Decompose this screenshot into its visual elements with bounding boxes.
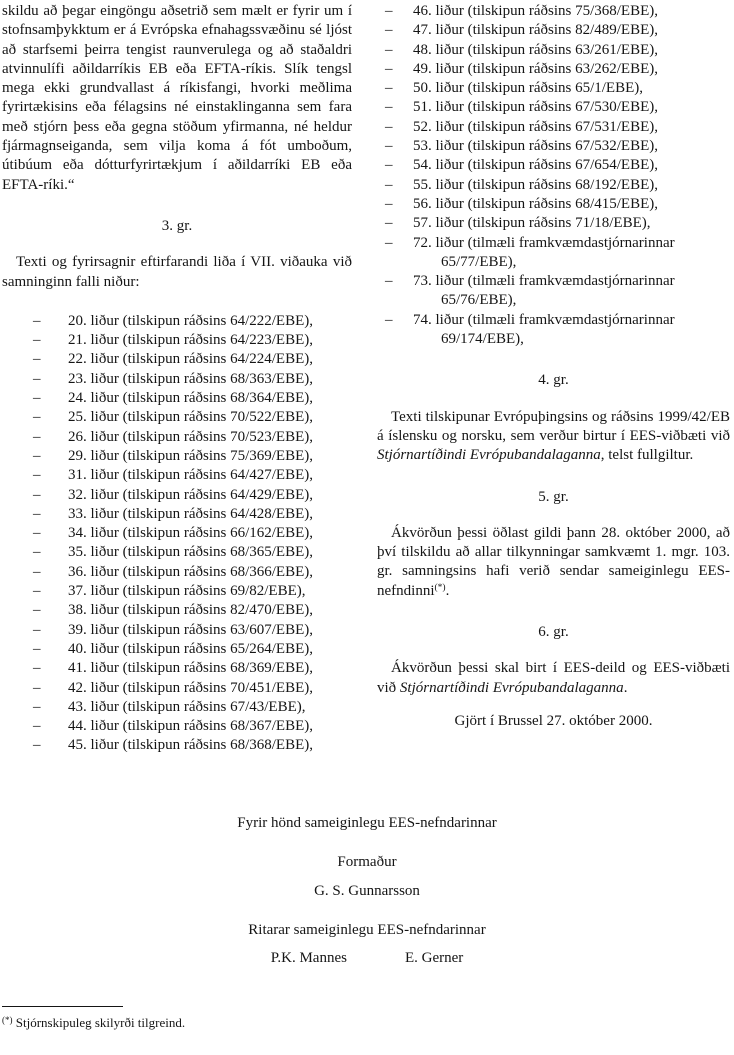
list-item: [2, 466, 352, 485]
list-item: [377, 2, 730, 21]
dash-marker: –: [33, 621, 41, 638]
footnote: [2, 1006, 185, 1031]
article-6-heading: 6. gr.: [538, 624, 569, 641]
list-item: [2, 524, 352, 543]
list-item: [2, 582, 352, 601]
dash-marker: –: [33, 660, 41, 677]
list-item: [2, 659, 352, 678]
intro-paragraph: skildu að þegar eingöngu aðsetrið sem mælt er fyrir um í stofnsamþykktum er á Evrópska efnahagssvæðinu sé ljóst að starfsemi þeirra tengist raunverulega og að staðaldri atvinnulífi aðildarríkis EB eða EFTA-ríkis. Slík tengsl mega ekki grundvallast á ríkisfangi, hvorki meðlima fyrirtækisins eða félagsins né einstaklinganna sem fara með stjórn þess eða gegna stöðum yfirmanna, né heldur fjármagnseiganda, sem vilja koma á fót umboðum, útibúum eða dótturfyrirtækjum í aðildarríki EB eða EFTA-ríki.“: [2, 3, 352, 193]
list-item: [377, 137, 730, 156]
chairman-name: G. S. Gunnarsson: [314, 883, 420, 900]
directive-list-right: [377, 2, 730, 349]
two-column-body: [0, 2, 734, 756]
list-item-text: 45. liður (tilskipun ráðsins 68/368/EBE),: [68, 737, 313, 754]
footnote-text: Stjórnskipuleg skilyrði tilgreind.: [15, 1015, 186, 1030]
list-item-text: 49. liður (tilskipun ráðsins 63/262/EBE),: [413, 60, 658, 77]
list-item-text: 22. liður (tilskipun ráðsins 64/224/EBE),: [68, 351, 313, 368]
list-item-text: 57. liður (tilskipun ráðsins 71/18/EBE),: [413, 215, 651, 232]
list-item: [2, 640, 352, 659]
dash-marker: –: [385, 41, 393, 58]
article-3-intro: Texti og fyrirsagnir eftirfarandi liða í VII. viðauka við samninginn falli niður:: [2, 254, 352, 290]
list-item: [377, 21, 730, 40]
dash-marker: –: [385, 138, 393, 155]
article-5-text-after: .: [445, 582, 450, 599]
list-item-text: 34. liður (tilskipun ráðsins 66/162/EBE),: [68, 525, 313, 542]
list-item: [377, 98, 730, 117]
list-item-text: 38. liður (tilskipun ráðsins 82/470/EBE),: [68, 602, 313, 619]
list-item-text: 73. liður (tilmæli framkvæmdastjórnarinnar 65/76/EBE),: [413, 273, 675, 309]
dash-marker: –: [33, 563, 41, 580]
dash-marker: –: [33, 679, 41, 696]
dash-marker: –: [33, 505, 41, 522]
list-item: [2, 312, 352, 331]
dash-marker: –: [385, 215, 393, 232]
list-item-text: 29. liður (tilskipun ráðsins 75/369/EBE),: [68, 447, 313, 464]
list-item-text: 20. liður (tilskipun ráðsins 64/222/EBE),: [68, 312, 313, 329]
list-item-text: 40. liður (tilskipun ráðsins 65/264/EBE),: [68, 640, 313, 657]
directive-list-left: [2, 312, 352, 756]
article-4-paragraph: [377, 408, 730, 466]
article-5-heading: 5. gr.: [538, 488, 569, 505]
article-4-text-before: Texti tilskipunar Evrópuþingsins og ráðsins 1999/42/EB á íslensku og norsku, sem verður birtur í EES-viðbæti við: [377, 408, 730, 444]
dash-marker: –: [33, 409, 41, 426]
list-item: [2, 679, 352, 698]
article-3-heading: 3. gr.: [161, 217, 193, 234]
list-item: [2, 408, 352, 427]
dash-marker: –: [33, 602, 41, 619]
left-column: [2, 2, 352, 756]
dash-marker: –: [33, 390, 41, 407]
list-item: [377, 311, 730, 350]
article-6-journal-title: Stjórnartíðindi Evrópubandalaganna: [399, 679, 624, 696]
dash-marker: –: [385, 80, 393, 97]
list-item-text: 37. liður (tilskipun ráðsins 69/82/EBE),: [68, 583, 306, 600]
signature-block: [0, 814, 734, 968]
list-item-text: 74. liður (tilmæli framkvæmdastjórnarinnar 69/174/EBE),: [413, 311, 675, 348]
list-item: [2, 543, 352, 562]
dash-marker: –: [385, 195, 393, 212]
dash-marker: –: [385, 273, 393, 290]
dash-marker: –: [385, 118, 393, 135]
dash-marker: –: [33, 737, 41, 754]
dash-marker: –: [33, 467, 41, 484]
chairman-title: Formaður: [337, 853, 397, 870]
list-item: [377, 41, 730, 60]
list-item-text: 41. liður (tilskipun ráðsins 68/369/EBE),: [68, 660, 313, 677]
article-6-text-before: Ákvörðun þessi skal birt í EES-deild og EES-viðbæti við: [377, 660, 730, 696]
list-item: [377, 118, 730, 137]
list-item-text: 56. liður (tilskipun ráðsins 68/415/EBE),: [413, 195, 658, 212]
dash-marker: –: [33, 447, 41, 464]
list-item: [2, 486, 352, 505]
list-item-text: 43. liður (tilskipun ráðsins 67/43/EBE),: [68, 698, 306, 715]
article-4-journal-title: Stjórnartíðindi Evrópubandalaganna: [377, 447, 601, 464]
list-item: [2, 350, 352, 369]
list-item-text: 46. liður (tilskipun ráðsins 75/368/EBE),: [413, 3, 658, 19]
dash-marker: –: [33, 698, 41, 715]
dash-marker: –: [33, 640, 41, 657]
list-item-text: 48. liður (tilskipun ráðsins 63/261/EBE),: [413, 41, 658, 58]
list-item: [2, 331, 352, 350]
list-item: [2, 621, 352, 640]
list-item: [2, 370, 352, 389]
dash-marker: –: [33, 428, 41, 445]
list-item: [2, 563, 352, 582]
list-item-text: 35. liður (tilskipun ráðsins 68/365/EBE),: [68, 544, 313, 561]
list-item-text: 24. liður (tilskipun ráðsins 68/364/EBE),: [68, 390, 313, 407]
list-item-text: 44. liður (tilskipun ráðsins 68/367/EBE),: [68, 718, 313, 735]
list-item: [377, 79, 730, 98]
dash-marker: –: [33, 351, 41, 368]
list-item: [2, 717, 352, 736]
list-item-text: 39. liður (tilskipun ráðsins 63/607/EBE),: [68, 621, 313, 638]
right-column: [377, 2, 730, 756]
list-item-text: 50. liður (tilskipun ráðsins 65/1/EBE),: [413, 80, 643, 97]
list-item: [377, 156, 730, 175]
dash-marker: –: [33, 370, 41, 387]
dateline: Gjört í Brussel 27. október 2000.: [454, 712, 653, 729]
dash-marker: –: [33, 312, 41, 329]
list-item-text: 47. liður (tilskipun ráðsins 82/489/EBE),: [413, 22, 658, 39]
list-item: [2, 389, 352, 408]
list-item: [377, 214, 730, 233]
article-4-text-after: , telst fullgiltur.: [600, 447, 694, 464]
article-6-text-after: .: [623, 679, 628, 696]
dash-marker: –: [33, 525, 41, 542]
secretary-names: [0, 949, 734, 968]
article-6-paragraph: [377, 659, 730, 698]
dash-marker: –: [385, 311, 393, 328]
list-item-text: 52. liður (tilskipun ráðsins 67/531/EBE),: [413, 118, 658, 135]
dash-marker: –: [385, 234, 393, 251]
list-item: [377, 234, 730, 273]
list-item-text: 72. liður (tilmæli framkvæmdastjórnarinnar 65/77/EBE),: [413, 234, 675, 270]
dash-marker: –: [33, 332, 41, 349]
list-item-text: 26. liður (tilskipun ráðsins 70/523/EBE),: [68, 428, 313, 445]
footnote-rule: [2, 1006, 123, 1007]
footnote-marker: (*): [2, 1015, 13, 1025]
list-item-text: 51. liður (tilskipun ráðsins 67/530/EBE),: [413, 99, 658, 116]
list-item-text: 54. liður (tilskipun ráðsins 67/654/EBE),: [413, 157, 658, 174]
dash-marker: –: [385, 3, 393, 19]
list-item: [2, 698, 352, 717]
list-item: [2, 447, 352, 466]
list-item-text: 55. liður (tilskipun ráðsins 68/192/EBE),: [413, 176, 658, 193]
signature-on-behalf: Fyrir hönd sameiginlegu EES-nefndarinnar: [237, 814, 497, 831]
list-item: [377, 60, 730, 79]
secretary-name-2: E. Gerner: [404, 949, 464, 966]
list-item: [377, 195, 730, 214]
footnote-reference: (*): [434, 582, 446, 593]
list-item-text: 25. liður (tilskipun ráðsins 70/522/EBE),: [68, 409, 313, 426]
list-item: [2, 505, 352, 524]
dash-marker: –: [33, 486, 41, 503]
dash-marker: –: [385, 22, 393, 39]
list-item-text: 36. liður (tilskipun ráðsins 68/366/EBE),: [68, 563, 313, 580]
list-item-text: 33. liður (tilskipun ráðsins 64/428/EBE),: [68, 505, 313, 522]
article-4-heading: 4. gr.: [538, 372, 569, 389]
dash-marker: –: [385, 60, 393, 77]
list-item-text: 42. liður (tilskipun ráðsins 70/451/EBE),: [68, 679, 313, 696]
list-item: [2, 736, 352, 755]
dash-marker: –: [33, 718, 41, 735]
dash-marker: –: [385, 157, 393, 174]
secretary-name-1: P.K. Mannes: [270, 949, 347, 966]
list-item: [2, 428, 352, 447]
list-item-text: 32. liður (tilskipun ráðsins 64/429/EBE),: [68, 486, 313, 503]
footnote-text-line: [2, 1012, 185, 1031]
dash-marker: –: [33, 583, 41, 600]
secretaries-title: Ritarar sameiginlegu EES-nefndarinnar: [248, 921, 486, 938]
article-5-text-before: Ákvörðun þessi öðlast gildi þann 28. október 2000, að því tilskildu að allar tilkynningar samkvæmt 1. mgr. 103. gr. samningsins hafi verið sendar sameiginlegu EES-nefndinni: [377, 524, 730, 599]
dash-marker: –: [385, 176, 393, 193]
list-item: [2, 601, 352, 620]
list-item: [377, 176, 730, 195]
list-item-text: 23. liður (tilskipun ráðsins 68/363/EBE),: [68, 370, 313, 387]
list-item-text: 21. liður (tilskipun ráðsins 64/223/EBE),: [68, 332, 313, 349]
list-item-text: 53. liður (tilskipun ráðsins 67/532/EBE),: [413, 138, 658, 155]
article-5-paragraph: [377, 524, 730, 601]
dash-marker: –: [33, 544, 41, 561]
list-item: [377, 272, 730, 311]
list-item-text: 31. liður (tilskipun ráðsins 64/427/EBE),: [68, 467, 313, 484]
dash-marker: –: [385, 99, 393, 116]
